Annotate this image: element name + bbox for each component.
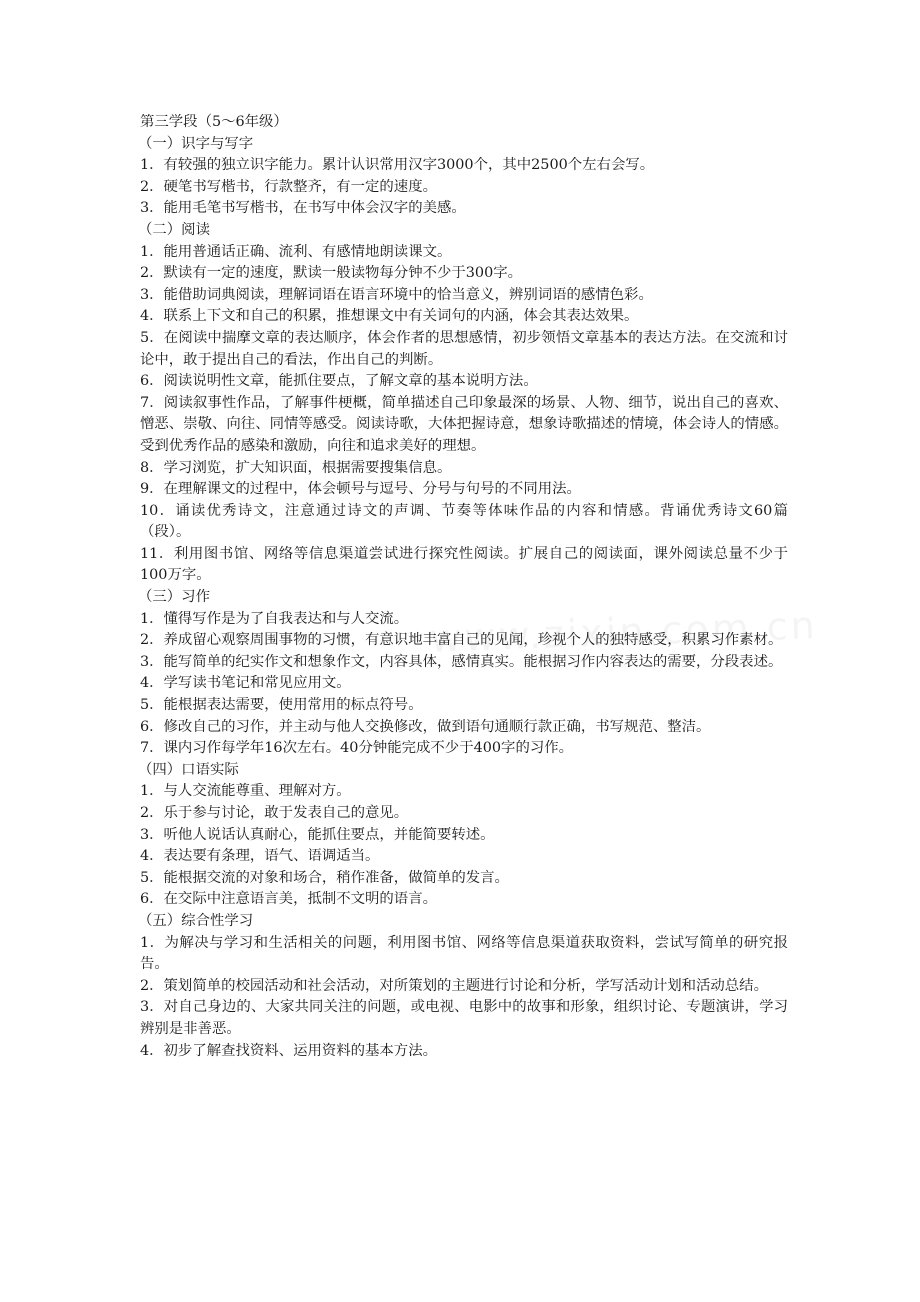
list-item: 1．有较强的独立识字能力。累计认识常用汉字3000个，其中2500个左右会写。	[140, 157, 655, 174]
section-heading: （五）综合性学习	[138, 912, 254, 929]
section-comprehensive-learning	[140, 911, 788, 1062]
list-item: 4．学写读书笔记和常见应用文。	[140, 675, 351, 692]
list-item: 2．养成留心观察周围事物的习惯，有意识地丰富自己的见闻，珍视个人的独特感受，积累习作素材。	[140, 632, 783, 649]
list-item: 5．能根据交流的对象和场合，稍作准备，做简单的发言。	[140, 869, 509, 886]
section-reading	[140, 220, 788, 587]
document-body	[140, 112, 788, 1062]
list-item: 4．联系上下文和自己的积累，推想课文中有关词句的内涵，体会其表达效果。	[140, 308, 639, 325]
list-item: 1．能用普通话正确、流利、有感情地朗读课文。	[140, 243, 452, 260]
list-item: 3．能写简单的纪实作文和想象作文，内容具体，感情真实。能根据习作内容表达的需要，分段表述。	[140, 653, 783, 670]
list-item: 10．诵读优秀诗文，注意通过诗文的声调、节奏等体味作品的内容和情感。背诵优秀诗文60篇（段）。	[140, 502, 788, 541]
section-heading: （四）口语实际	[138, 761, 239, 778]
section-writing	[140, 587, 788, 760]
list-item: 3．能借助词典阅读，理解词语在语言环境中的恰当意义，辨别词语的感情色彩。	[140, 286, 653, 303]
section-heading: （一）识字与写字	[138, 135, 254, 152]
list-item: 7．阅读叙事性作品，了解事件梗概，简单描述自己印象最深的场景、人物、细节，说出自己的喜欢、憎恶、崇敬、向往、同情等感受。阅读诗歌，大体把握诗意，想象诗歌描述的情境，体会诗人的情感。受到优秀作品的感染和激励，向往和追求美好的理想。	[140, 394, 788, 454]
list-item: 1．懂得写作是为了自我表达和与人交流。	[140, 610, 409, 627]
list-item: 2．乐于参与讨论，敢于发表自己的意见。	[140, 805, 409, 821]
list-item: 7．课内习作每学年16次左右。40分钟能完成不少于400字的习作。	[140, 740, 574, 757]
list-item: 1．为解决与学习和生活相关的问题，利用图书馆、网络等信息渠道获取资料，尝试写简单的研究报告。	[140, 934, 788, 973]
list-item: 2．默读有一定的速度，默读一般读物每分钟不少于300字。	[140, 265, 522, 282]
section-literacy	[140, 134, 788, 220]
list-item: 4．表达要有条理，语气、语调适当。	[140, 848, 380, 865]
list-item: 6．修改自己的习作，并主动与他人交换修改，做到语句通顺行款正确，书写规范、整洁。	[140, 718, 711, 735]
section-oral-communication	[140, 760, 788, 911]
list-item: 5．在阅读中揣摩文章的表达顺序，体会作者的思想感情，初步领悟文章基本的表达方法。在交流和讨论中，敢于提出自己的看法，作出自己的判断。	[140, 329, 788, 368]
list-item: 3．能用毛笔书写楷书，在书写中体会汉字的美感。	[140, 200, 466, 217]
list-item: 11．利用图书馆、网络等信息渠道尝试进行探究性阅读。扩展自己的阅读面，课外阅读总量不少于100万字。	[140, 545, 788, 584]
list-item: 9．在理解课文的过程中，体会顿号与逗号、分号与句号的不同用法。	[140, 481, 581, 498]
list-item: 8．学习浏览，扩大知识面，根据需要搜集信息。	[140, 459, 452, 476]
list-item: 5．能根据表达需要，使用常用的标点符号。	[140, 697, 423, 714]
list-item: 4．初步了解查找资料、运用资料的基本方法。	[140, 1042, 437, 1059]
list-item: 1．与人交流能尊重、理解对方。	[140, 783, 351, 800]
list-item: 6．在交际中注意语言美，抵制不文明的语言。	[140, 891, 437, 908]
list-item: 2．策划简单的校园活动和社会活动，对所策划的主题进行讨论和分析，学写活动计划和活动总结。	[140, 977, 768, 994]
list-item: 3．听他人说话认真耐心，能抓住要点，并能简要转述。	[140, 826, 495, 843]
list-item: 2．硬笔书写楷书，行款整齐，有一定的速度。	[140, 178, 437, 195]
list-item: 3．对自己身边的、大家共同关注的问题，或电视、电影中的故事和形象，组织讨论、专题演讲，学习辨别是非善恶。	[140, 999, 788, 1037]
document-title: 第三学段（5～6年级）	[140, 114, 288, 130]
section-heading: （三）习作	[138, 589, 210, 606]
section-heading: （二）阅读	[138, 221, 210, 238]
list-item: 6．阅读说明性文章，能抓住要点，了解文章的基本说明方法。	[140, 373, 538, 390]
